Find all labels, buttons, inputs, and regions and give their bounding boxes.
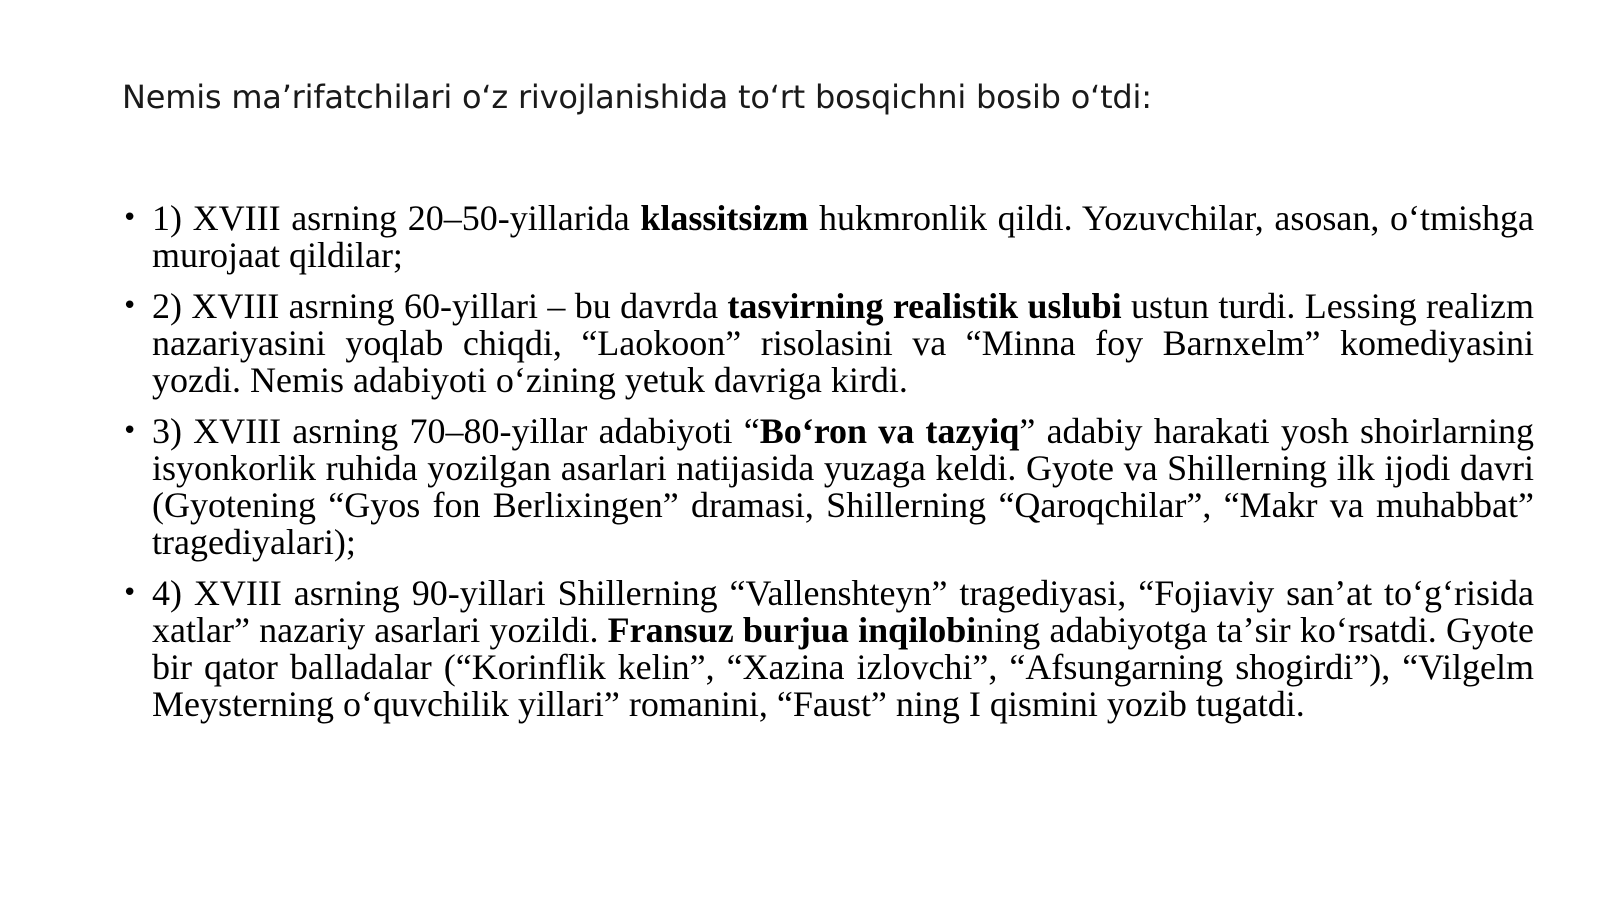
text-segment: 2) XVIII asrning 60-yillari – bu davrda [152,286,728,326]
bullet-text [152,286,1534,400]
bullet-item-3 [122,413,1534,561]
slide-title: Nemis maʼrifatchilari oʻz rivojlanishida toʻrt bosqichni bosib oʻtdi: [122,78,1152,116]
bullet-icon: • [122,416,138,446]
bullet-icon: • [122,291,138,321]
text-segment: ” adabiy harakati yosh shoirlarning isyonkorlik ruhida yozilgan asarlari natijasida yuzaga keldi. Gyote va Shillerning ilk ijodi davri (Gyotening “Gyos fon Berlixingen” dramasi, Shillerning “Qaroqchilar”, “Makr va muhabbat” tragediyalari); [152,411,1534,562]
bold-term: tasvirning realistik uslubi [727,286,1122,326]
bold-term: klassitsizm [640,198,809,238]
text-segment: 1) XVIII asrning 20–50-yillarida [152,198,641,238]
text-segment: 3) XVIII asrning 70–80-yillar adabiyoti “ [152,411,760,451]
text-segment: hukmronlik qildi. Yozuvchilar, asosan, oʻtmishga murojaat qildilar; [152,198,1534,275]
text-segment: ning adabiyotga taʼsir koʻrsatdi. Gyote bir qator balladalar (“Korinflik kelin”, “Xazina izlovchi”, “Afsungarning shogirdi”), “Vilgelm Meysterning oʻquvchilik yillari” romanini, “Faust” ning I qismini yozib tugatdi. [152,610,1534,724]
text-segment: ustun turdi. Lessing realizm nazariyasini yoqlab chiqdi, “Laokoon” risolasini va “Minna foy Barnxelm” komediyasini yozdi. Nemis adabiyoti oʻzining yetuk davriga kirdi. [152,286,1534,400]
bullet-item-1 [122,200,1534,274]
bullet-item-4 [122,575,1534,723]
bold-term: Boʻron va tazyiq [759,411,1020,451]
bullet-icon: • [122,578,138,608]
bullet-text [152,573,1534,724]
text-segment: 4) XVIII asrning 90-yillari Shillerning “Vallenshteyn” tragediyasi, “Fojiaviy sanʼat toʻgʻrisida xatlar” nazariy asarlari yozildi. [152,573,1534,650]
bullet-icon: • [122,203,138,233]
bullet-list [122,200,1534,737]
bullet-text [152,411,1534,562]
bullet-item-2 [122,288,1534,399]
bold-term: Fransuz burjua inqilobi [607,610,977,650]
bullet-text [152,198,1534,275]
